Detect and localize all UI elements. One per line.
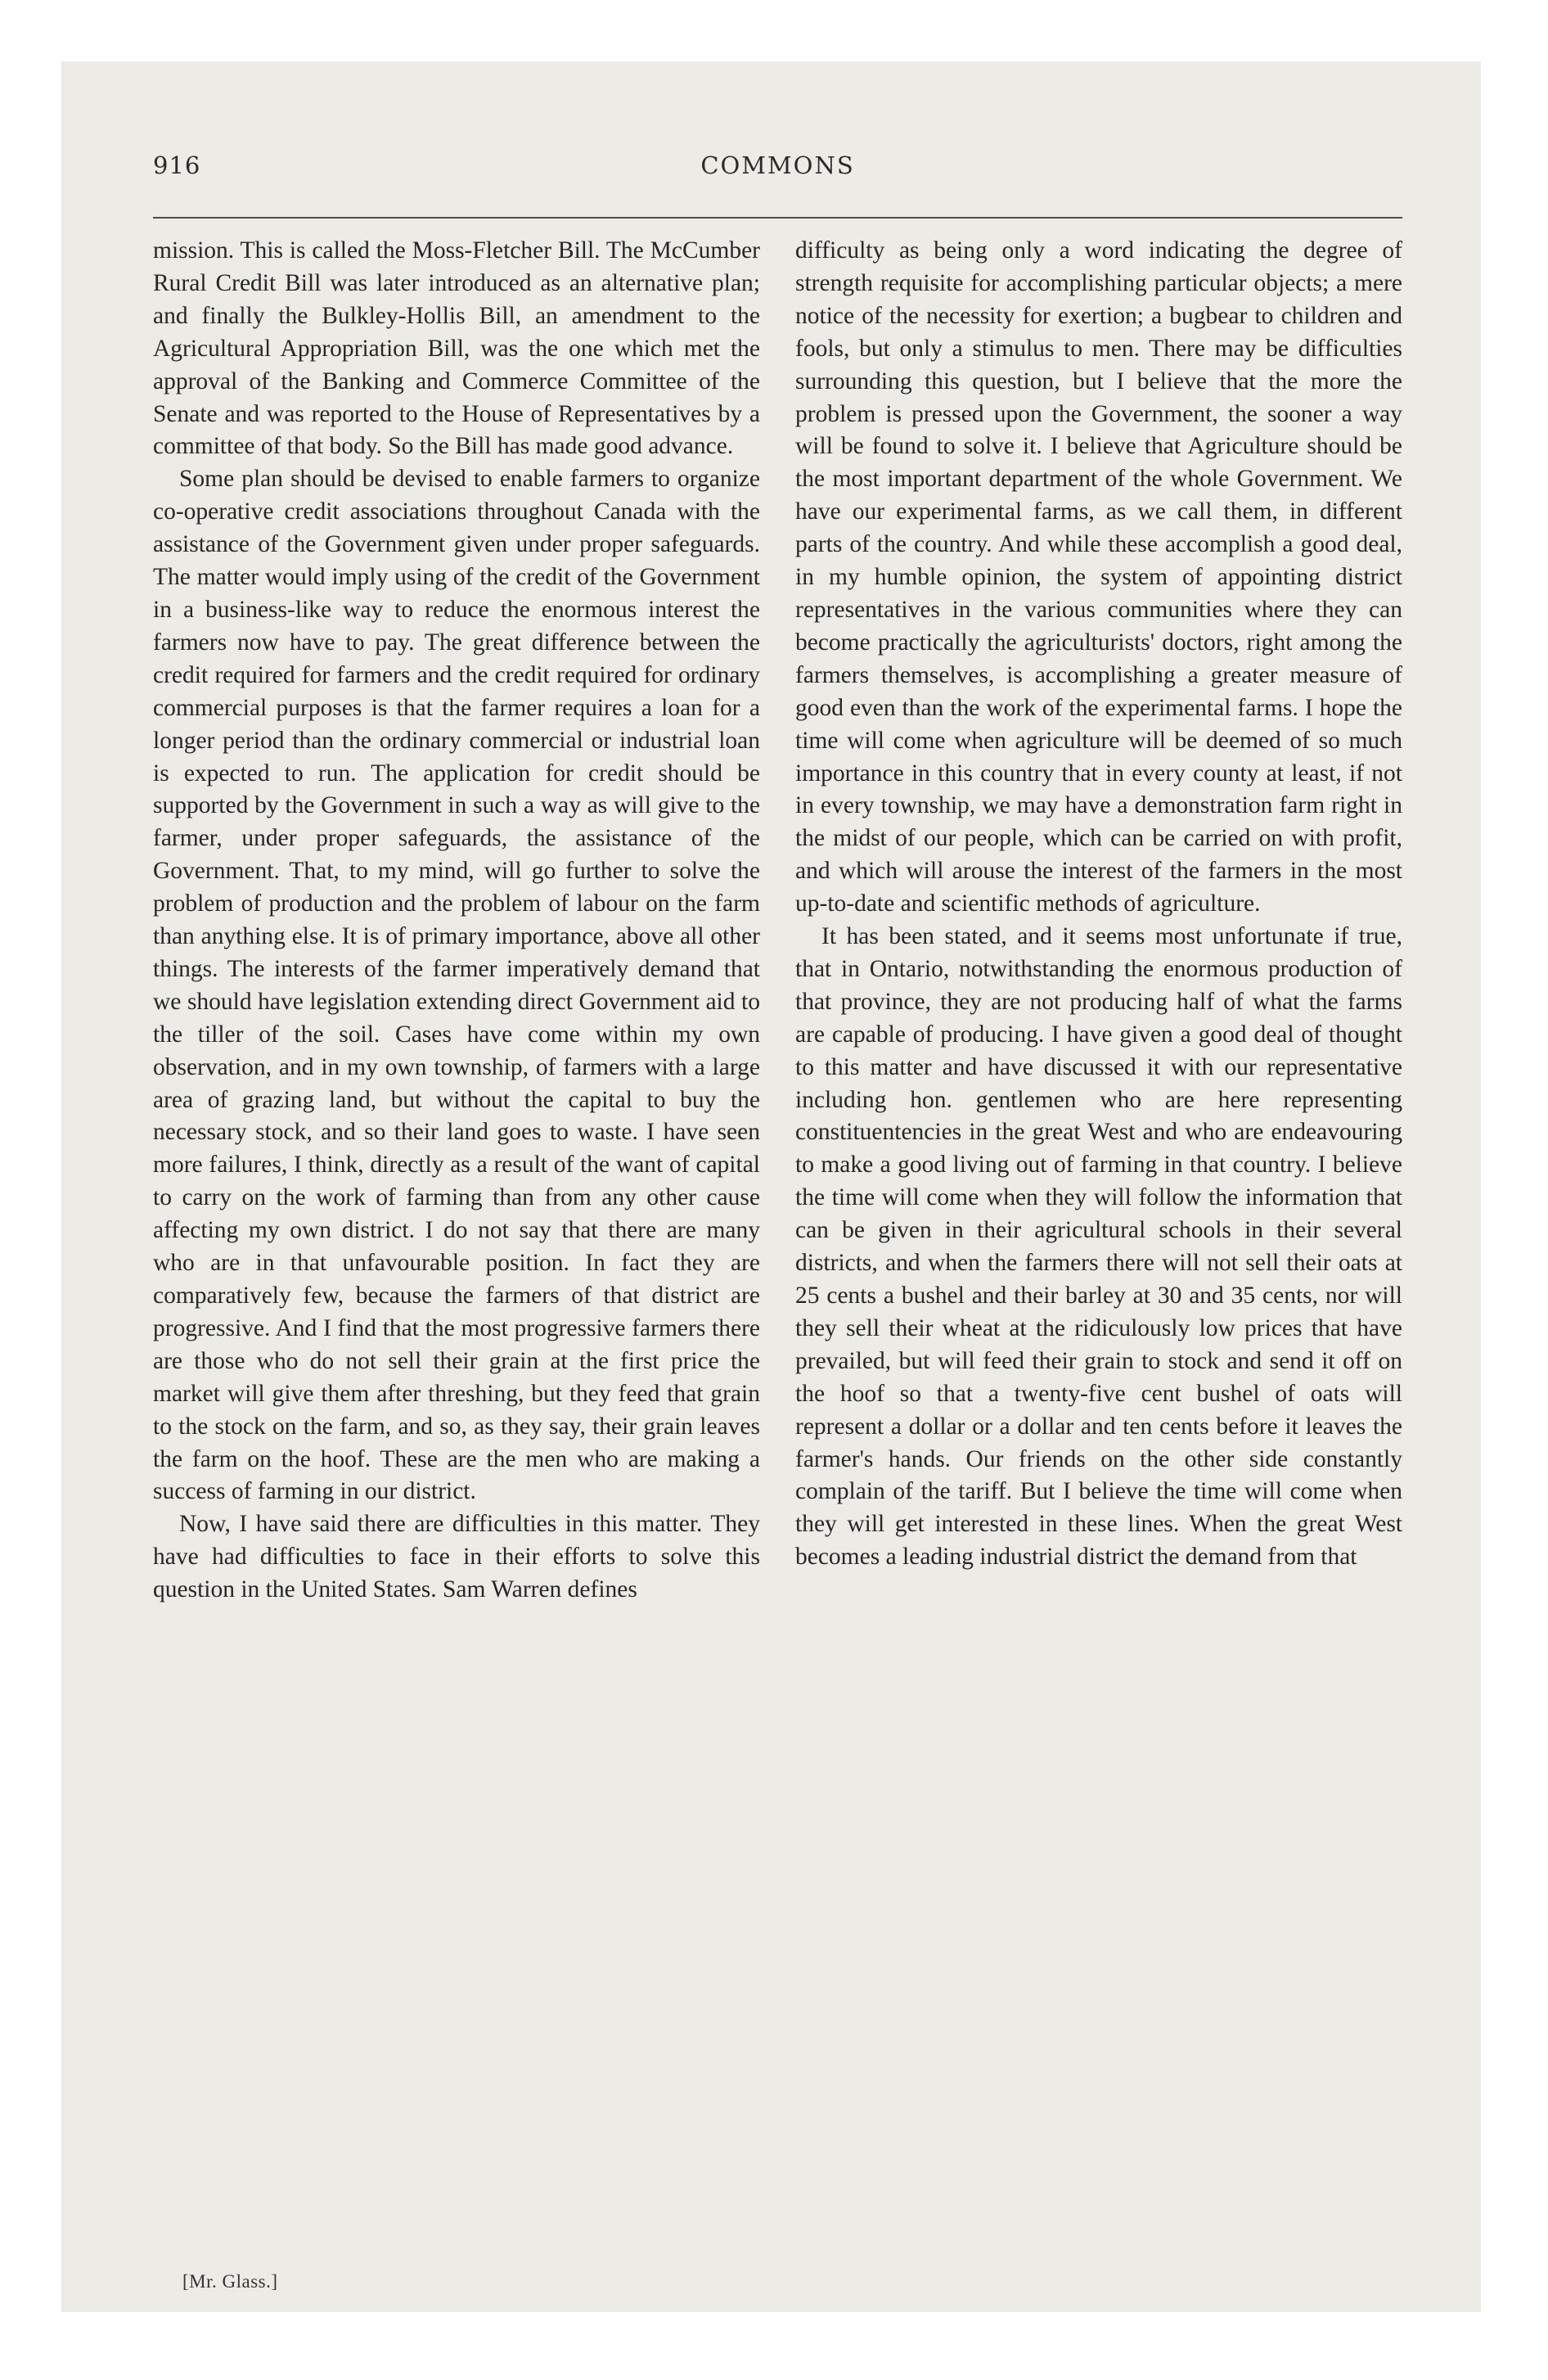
left-column	[153, 235, 760, 1607]
page-number: 916	[153, 151, 201, 179]
paragraph: Now, I have said there are difficulties in this matter. They have had difficulties to face in their efforts to solve this question in the United States. Sam Warren defines	[153, 1511, 760, 1603]
paragraph: It has been stated, and it seems most unfortunate if true, that in Ontario, notwithstanding the enormous production of that province, they are not producing half of what the farms are capable of producing. I have given a good deal of thought to this matter and have discussed it with our representative including hon. gentlemen who are here representing constituentencies in the great West and who are endeavouring to make a good living out of farming in that country. I believe the time will come when they will follow the information that can be given in their agricultural schools in their several districts, and when the farmers there will not sell their oats at 25 cents a bushel and their barley at 30 and 35 cents, nor will they sell their wheat at the ridiculously low prices that have prevailed, but will feed their grain to stock and send it off on the hoof so that a twenty-five cent bushel of oats will represent a dollar or a dollar and ten cents before it leaves the farmer's hands. Our friends on the other side constantly complain of the tariff. But I believe the time will come when they will get interested in these lines. When the great West becomes a leading industrial district the demand from that	[795, 923, 1402, 1571]
page	[61, 61, 1481, 2312]
page-header	[153, 151, 1402, 201]
paragraph: mission. This is called the Moss-Fletcher Bill. The McCumber Rural Credit Bill was later introduced as an alternative plan; and finally the Bulkley-Hollis Bill, an amendment to the Agricultural Appropriation Bill, was the one which met the approval of the Banking and Commerce Committee of the Senate and was reported to the House of Representatives by a committee of that body. So the Bill has made good advance.	[153, 237, 760, 460]
right-column	[795, 235, 1402, 1574]
running-head: COMMONS	[700, 151, 855, 179]
paragraph: Some plan should be devised to enable farmers to organize co-operative credit associations throughout Canada with the assistance of the Government given under proper safeguards. The matter would imply using of the credit of the Government in a business-like way to reduce the enormous interest the farmers now have to pay. The great difference between the credit required for farmers and the credit required for ordinary commercial purposes is that the farmer requires a loan for a longer period than the ordinary commercial or industrial loan is expected to run. The application for credit should be supported by the Government in such a way as will give to the farmer, under proper safeguards, the assistance of the Government. That, to my mind, will go further to solve the problem of production and the problem of labour on the farm than anything else. It is of primary importance, above all other things. The interests of the farmer imperatively demand that we should have legislation extending direct Government aid to the tiller of the soil. Cases have come within my own observation, and in my own township, of farmers with a large area of grazing land, but without the capital to buy the necessary stock, and so their land goes to waste. I have seen more failures, I think, directly as a result of the want of capital to carry on the work of farming than from any other cause affecting my own district. I do not say that there are many who are in that unfavourable position. In fact they are comparatively few, because the farmers of that district are progressive. And I find that the most progressive farmers there are those who do not sell their grain at the first price the market will give them after threshing, but they feed that grain to the stock on the farm, and so, as they say, their grain leaves the farm on the hoof. These are the men who are making a success of farming in our district.	[153, 466, 760, 1505]
header-rule	[153, 217, 1402, 219]
speaker-footnote: [Mr. Glass.]	[182, 2271, 278, 2292]
paragraph: difficulty as being only a word indicating the degree of strength requisite for accomplishing particular objects; a mere notice of the necessity for exertion; a bugbear to children and fools, but only a stimulus to men. There may be difficulties surrounding this question, but I believe that the more the problem is pressed upon the Government, the sooner a way will be found to solve it. I believe that Agriculture should be the most important department of the whole Government. We have our experimental farms, as we call them, in different parts of the country. And while these accomplish a good deal, in my humble opinion, the system of appointing district representatives in the various communities where they can become practically the agriculturists' doctors, right among the farmers themselves, is accomplishing a greater measure of good even than the work of the experimental farms. I hope the time will come when agriculture will be deemed of so much importance in this country that in every county at least, if not in every township, we may have a demonstration farm right in the midst of our people, which can be carried on with profit, and which will arouse the interest of the farmers in the most up-to-date and scientific methods of agriculture.	[795, 237, 1402, 917]
